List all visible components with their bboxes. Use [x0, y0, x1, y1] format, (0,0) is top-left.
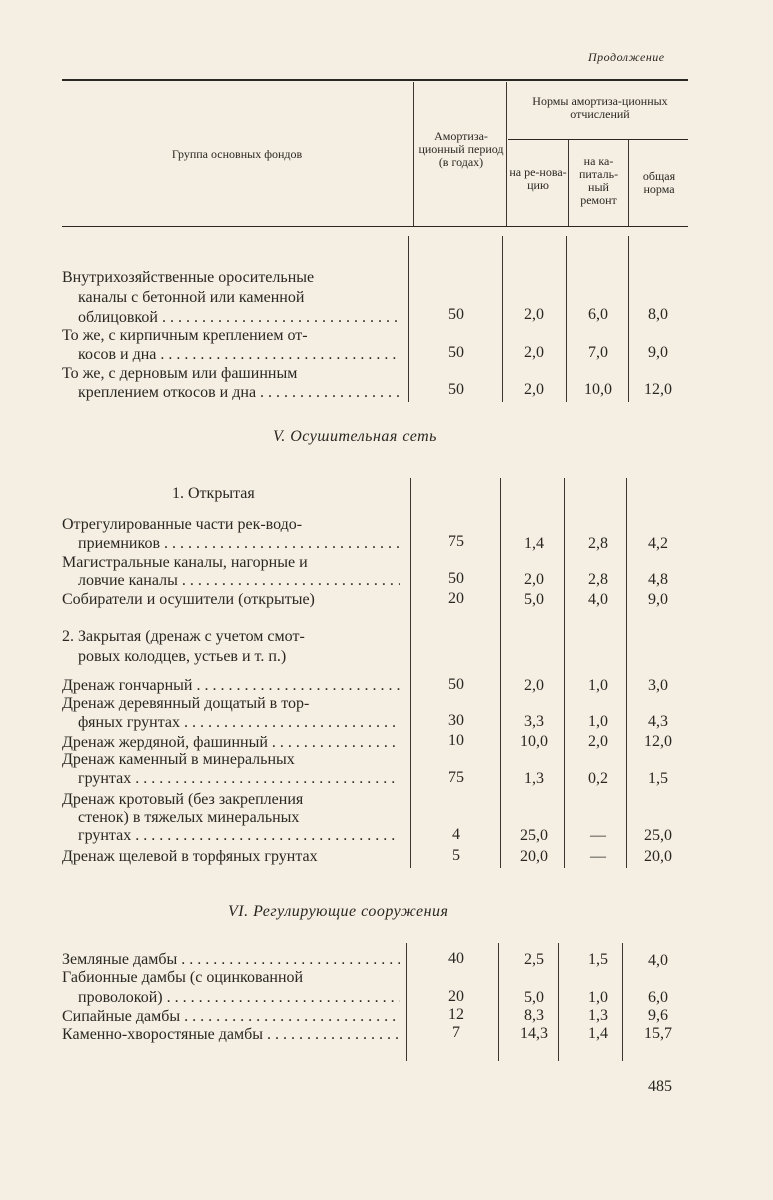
- table-row-text: [62, 769, 400, 789]
- period-value: 40: [448, 950, 464, 967]
- period-value: 7: [452, 1024, 460, 1041]
- table-row-text: [62, 988, 400, 1008]
- total-value: 6,0: [648, 989, 668, 1006]
- renovation-value: 14,3: [520, 1025, 548, 1042]
- period-value: 75: [448, 533, 464, 550]
- table-row-text: [62, 571, 400, 591]
- row-label: Сипайные дамбы: [62, 1008, 181, 1025]
- repair-value: 1,3: [588, 1007, 608, 1024]
- table-row-text: каналы с бетонной или каменной: [78, 289, 305, 306]
- period-value: 4: [452, 826, 460, 843]
- renovation-value: 2,0: [524, 677, 544, 694]
- repair-value: 1,0: [588, 713, 608, 730]
- norms-rule: [508, 139, 688, 140]
- section-title: V. Осушительная сеть: [273, 428, 437, 445]
- repair-value: 1,5: [588, 951, 608, 968]
- column-divider: [406, 943, 407, 1061]
- row-label: Земляные дамбы: [62, 951, 178, 968]
- renovation-value: 2,0: [524, 306, 544, 323]
- renovation-value: 3,3: [524, 713, 544, 730]
- total-value: 20,0: [644, 848, 672, 865]
- table-row-text: Дренаж кротовый (без закрепления: [62, 791, 304, 808]
- repair-value: 6,0: [588, 306, 608, 323]
- row-label: Дренаж гончарный: [62, 677, 193, 694]
- header-norms: Нормы амортиза-ционных отчислений: [532, 94, 668, 121]
- repair-value: 7,0: [588, 344, 608, 361]
- repair-value: 2,8: [588, 535, 608, 552]
- period-value: 20: [448, 988, 464, 1005]
- column-divider: [566, 236, 567, 402]
- repair-value: —: [590, 848, 606, 865]
- column-divider: [502, 236, 503, 402]
- row-label: приемников: [78, 535, 160, 552]
- period-value: 12: [448, 1006, 464, 1023]
- repair-value: 1,4: [588, 1025, 608, 1042]
- repair-value: 4,0: [588, 591, 608, 608]
- total-value: 9,0: [648, 344, 668, 361]
- row-label: грунтах: [78, 827, 132, 844]
- renovation-value: 20,0: [520, 848, 548, 865]
- period-value: 50: [448, 676, 464, 693]
- table-row-text: [62, 534, 400, 554]
- total-value: 4,0: [648, 952, 668, 969]
- header-divider: [506, 82, 507, 226]
- repair-value: —: [590, 827, 606, 844]
- table-row-text: [62, 383, 400, 403]
- table-row-text: Дренаж каменный в минеральных: [62, 751, 295, 768]
- row-label: ловчие каналы: [78, 572, 178, 589]
- table-row-text: Внутрихозяйственные оросительные: [62, 269, 315, 286]
- total-value: 4,2: [648, 535, 668, 552]
- period-value: 50: [448, 306, 464, 323]
- header-divider: [413, 82, 414, 226]
- renovation-value: 5,0: [524, 591, 544, 608]
- row-label: фяных грунтах: [78, 714, 181, 731]
- header-divider: [568, 140, 569, 226]
- header-bottom-rule: [62, 226, 688, 227]
- header-capital-repair: на ка-питаль-ный ремонт: [578, 154, 619, 207]
- period-value: 20: [448, 590, 464, 607]
- row-label: облицовкой: [78, 309, 158, 326]
- period-value: 50: [448, 570, 464, 587]
- renovation-value: 25,0: [520, 827, 548, 844]
- subsection-title: ровых колодцев, устьев и т. п.): [78, 648, 287, 665]
- row-label: грунтах: [78, 770, 132, 787]
- renovation-value: 1,4: [524, 535, 544, 552]
- repair-value: 1,0: [588, 677, 608, 694]
- column-divider: [564, 478, 565, 868]
- repair-value: 1,0: [588, 989, 608, 1006]
- row-label: косов и дна: [78, 346, 157, 363]
- row-label: Каменно-хворостяные дамбы: [62, 1026, 263, 1043]
- total-value: 9,6: [648, 1007, 668, 1024]
- table-row-text: Магистральные каналы, нагорные и: [62, 554, 308, 571]
- total-value: 15,7: [644, 1025, 672, 1042]
- table-row-text: То же, с дерновым или фашинным: [62, 365, 298, 382]
- table-row-text: [62, 1007, 400, 1027]
- renovation-value: 2,0: [524, 381, 544, 398]
- table-row-text: Собиратели и осушители (открытые): [62, 591, 315, 608]
- period-value: 5: [452, 847, 460, 864]
- column-divider: [408, 236, 409, 402]
- column-divider: [498, 943, 499, 1061]
- repair-value: 2,8: [588, 571, 608, 588]
- repair-value: 2,0: [588, 733, 608, 750]
- total-value: 8,0: [648, 306, 668, 323]
- table-row-text: [62, 345, 400, 365]
- repair-value: 0,2: [588, 770, 608, 787]
- header-group: Группа основных фондов: [171, 147, 303, 161]
- page-number: 485: [648, 1078, 672, 1095]
- repair-value: 10,0: [584, 381, 612, 398]
- renovation-value: 1,3: [524, 770, 544, 787]
- header-period: Амортиза-ционный период (в годах): [418, 129, 504, 169]
- column-divider: [500, 478, 501, 868]
- table-top-rule: [62, 79, 688, 81]
- period-value: 30: [448, 712, 464, 729]
- table-row-text: [62, 308, 400, 328]
- table-row-text: [62, 826, 400, 846]
- renovation-value: 10,0: [520, 733, 548, 750]
- row-label: креплением откосов и дна: [78, 384, 257, 401]
- row-label: Дренаж жердяной, фашинный: [62, 734, 268, 751]
- table-row-text: То же, с кирпичным креплением от-: [62, 327, 308, 344]
- header-divider: [628, 140, 629, 226]
- period-value: 10: [448, 732, 464, 749]
- table-row-text: [62, 950, 400, 970]
- renovation-value: 2,5: [524, 951, 544, 968]
- total-value: 9,0: [648, 591, 668, 608]
- renovation-value: 2,0: [524, 344, 544, 361]
- total-value: 3,0: [648, 677, 668, 694]
- total-value: 1,5: [648, 770, 668, 787]
- total-value: 25,0: [644, 827, 672, 844]
- header-total-norm: общая норма: [642, 169, 676, 196]
- renovation-value: 8,3: [524, 1007, 544, 1024]
- table-row-text: [62, 713, 400, 733]
- subsection-title: 1. Открытая: [172, 485, 255, 502]
- table-row-text: Дренаж деревянный дощатый в тор-: [62, 695, 310, 712]
- period-value: 50: [448, 344, 464, 361]
- subsection-title: 2. Закрытая (дренаж с учетом смот-: [62, 628, 305, 645]
- row-label: проволокой): [78, 989, 163, 1006]
- renovation-value: 2,0: [524, 571, 544, 588]
- header-renovation: на ре-нова-цию: [509, 165, 567, 192]
- continuation-label: Продолжение: [588, 50, 665, 64]
- table-row-text: [62, 1025, 400, 1045]
- total-value: 4,8: [648, 571, 668, 588]
- table-row-text: стенок) в тяжелых минеральных: [78, 809, 300, 826]
- column-divider: [410, 478, 411, 868]
- total-value: 12,0: [644, 381, 672, 398]
- renovation-value: 5,0: [524, 989, 544, 1006]
- total-value: 12,0: [644, 733, 672, 750]
- section-title: VI. Регулирующие сооружения: [228, 903, 449, 920]
- table-row-text: Габионные дамбы (с оцинкованной: [62, 969, 304, 986]
- total-value: 4,3: [648, 713, 668, 730]
- table-row-text: [62, 676, 400, 696]
- table-row-text: Дренаж щелевой в торфяных грунтах: [62, 848, 318, 865]
- table-row-text: Отрегулированные части рек-водо-: [62, 516, 303, 533]
- period-value: 75: [448, 769, 464, 786]
- period-value: 50: [448, 381, 464, 398]
